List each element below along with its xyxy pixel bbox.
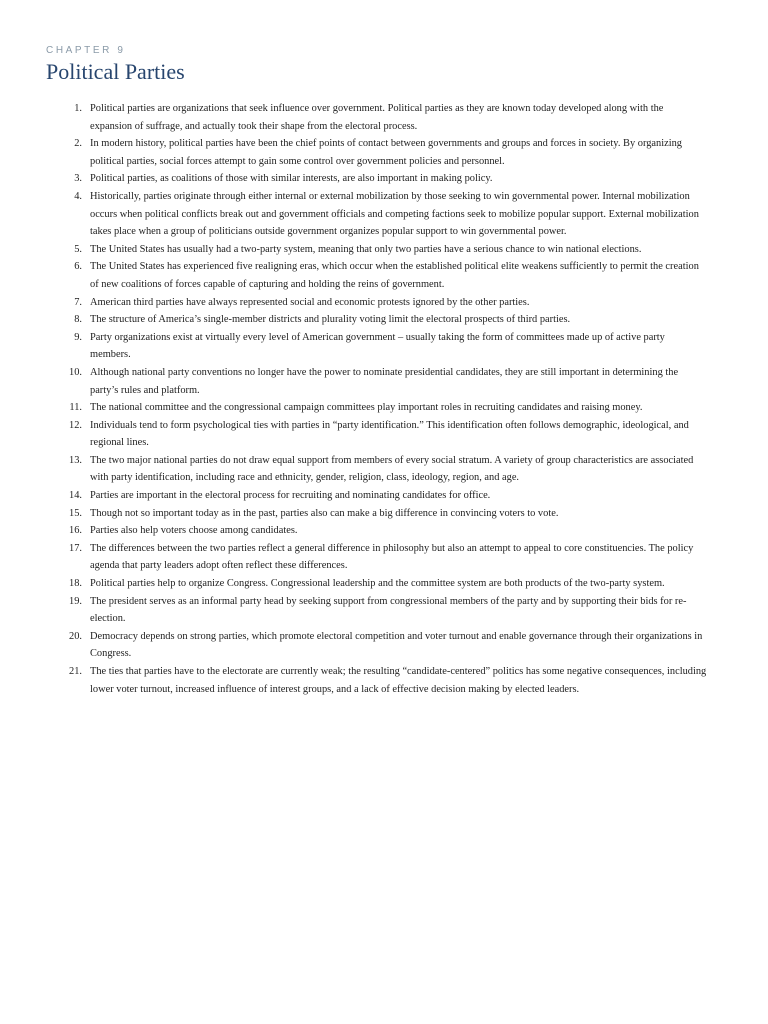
point-text: American third parties have always represented social and economic protests ignored by the other parties. (90, 296, 530, 308)
point-number: 13. (69, 454, 82, 466)
summary-point (46, 311, 708, 329)
summary-point (46, 487, 708, 505)
point-text: Political parties are organizations that seek influence over government. Political parties as they are known today developed along with the expansion of suffrage, and actually took their shape from the electoral process. (90, 103, 664, 132)
summary-point (46, 663, 708, 698)
point-text: Historically, parties originate through either internal or external mobilization by those seeking to win governmental power. Internal mobilization occurs when political conflicts break out and government officials and competing factions seek to mobilize popular support. External mobilization takes place when a group of politicians outside government organizes popular support to win governmental power. (90, 190, 699, 238)
point-text: Though not so important today as in the past, parties also can make a big difference in convincing voters to vote. (90, 507, 559, 519)
point-text: Parties also help voters choose among candidates. (90, 525, 298, 537)
chapter-label: CHAPTER 9 (46, 45, 126, 56)
summary-point (46, 329, 708, 364)
chapter-title: Political Parties (46, 59, 185, 84)
point-text: Parties are important in the electoral process for recruiting and nominating candidates for office. (90, 490, 491, 502)
point-number: 3. (74, 173, 82, 185)
summary-point (46, 135, 708, 170)
point-text: Democracy depends on strong parties, which promote electoral competition and voter turnout and enable governance through their organizations in Congress. (90, 630, 703, 660)
point-number: 15. (69, 507, 82, 519)
point-number: 10. (69, 366, 82, 378)
point-number: 1. (74, 103, 82, 114)
point-number: 8. (74, 314, 82, 326)
summary-point (46, 399, 708, 417)
point-number: 12. (69, 419, 82, 431)
summary-point (46, 522, 708, 540)
point-text: The differences between the two parties reflect a general difference in philosophy but also an attempt to appeal to core constituencies. The policy agenda that party leaders adopt often reflect these differences. (90, 542, 694, 572)
summary-point (46, 628, 708, 663)
summary-point (46, 170, 708, 188)
point-text: The structure of America’s single-member districts and plurality voting limit the electoral prospects of third parties. (90, 314, 571, 326)
summary-point (46, 241, 708, 259)
summary-point (46, 294, 708, 312)
point-number: 17. (69, 542, 82, 554)
point-number: 5. (74, 243, 82, 255)
summary-point (46, 505, 708, 523)
point-number: 6. (74, 261, 82, 273)
point-text: Political parties, as coalitions of those with similar interests, are also important in making policy. (90, 173, 493, 185)
point-text: Although national party conventions no longer have the power to nominate presidential candidates, they are still important in determining the party’s rules and platform. (90, 366, 679, 396)
summary-point (46, 593, 708, 628)
point-text: Political parties help to organize Congress. Congressional leadership and the committee system are both products of the two-party system. (90, 578, 665, 590)
point-text: In modern history, political parties have been the chief points of contact between governments and groups and forces in society. By organizing political parties, social forces attempt to gain some control over government policies and personnel. (90, 138, 682, 167)
point-number: 21. (69, 666, 82, 677)
point-text: Individuals tend to form psychological ties with parties in “party identification.” This identification often follows demographic, ideological, and regional lines. (90, 419, 689, 449)
point-text: The United States has experienced five realigning eras, which occur when the established political elite weakens sufficiently to permit the creation of new coalitions of forces capable of capturing and holding the reins of government. (90, 261, 699, 290)
summary-point (46, 364, 708, 399)
point-text: The national committee and the congressional campaign committees play important roles in recruiting candidates and raising money. (90, 402, 643, 414)
summary-point (46, 417, 708, 452)
summary-points-list (46, 100, 708, 698)
summary-point (46, 452, 708, 487)
point-text: The two major national parties do not draw equal support from members of every social stratum. A variety of group characteristics are associated with party identification, including race and ethnicity, gender, religion, class, ideology, region, and age. (90, 454, 694, 484)
summary-point (46, 188, 708, 241)
point-number: 19. (69, 595, 82, 607)
point-number: 7. (74, 296, 82, 308)
point-text: The president serves as an informal party head by seeking support from congressional members of the party and by supporting their bids for re-election. (90, 595, 687, 625)
point-text: Party organizations exist at virtually every level of American government – usually taking the form of committees made up of active party members. (90, 331, 665, 361)
point-text: The ties that parties have to the electorate are currently weak; the resulting “candidate-centered” politics has some negative consequences, including lower voter turnout, increased influence of interest groups, and a lack of effective decision making by elected leaders. (90, 666, 707, 695)
point-number: 16. (69, 525, 82, 537)
point-number: 14. (69, 490, 82, 502)
point-number: 20. (69, 630, 82, 642)
point-number: 9. (74, 331, 82, 343)
point-number: 11. (69, 402, 82, 414)
point-number: 4. (74, 190, 82, 202)
summary-point (46, 100, 708, 135)
summary-point (46, 575, 708, 593)
point-text: The United States has usually had a two-party system, meaning that only two parties have a serious chance to win national elections. (90, 243, 642, 255)
point-number: 2. (74, 138, 82, 150)
summary-point (46, 540, 708, 575)
summary-point (46, 258, 708, 293)
point-number: 18. (69, 578, 82, 590)
